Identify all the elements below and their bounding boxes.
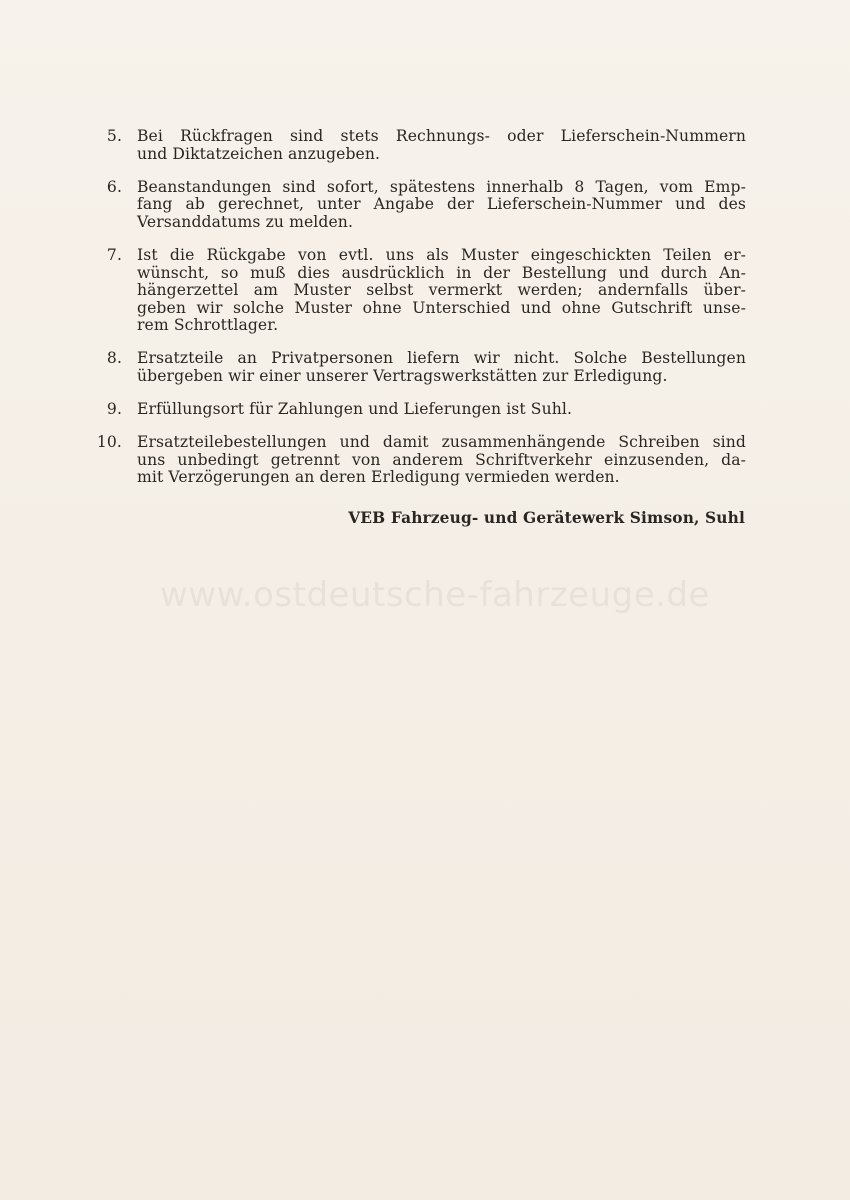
term-10 bbox=[96, 433, 746, 487]
term-text bbox=[137, 179, 746, 232]
term-text bbox=[137, 128, 746, 163]
term-line: geben wir solche Muster ohne Unterschied und ohne Gutschrift unse- bbox=[137, 298, 746, 317]
term-number: 5. bbox=[106, 127, 122, 145]
company-signature: VEB Fahrzeug- und Gerätewerk Simson, Suhl bbox=[348, 509, 745, 527]
term-text bbox=[137, 401, 746, 419]
term-line: übergeben wir einer unserer Vertragswerkstätten zur Erledigung. bbox=[137, 367, 668, 386]
term-line: Beanstandungen sind sofort, spätestens innerhalb 8 Tagen, vom Emp- bbox=[137, 177, 746, 196]
term-text bbox=[137, 247, 746, 335]
term-number: 10. bbox=[96, 433, 122, 452]
term-5 bbox=[100, 128, 746, 163]
term-text bbox=[137, 434, 746, 487]
term-8 bbox=[100, 350, 746, 385]
term-text bbox=[137, 350, 746, 385]
term-line: mit Verzögerungen an deren Erledigung vermieden werden. bbox=[137, 468, 620, 487]
term-6 bbox=[100, 179, 746, 232]
term-line: rem Schrottlager. bbox=[137, 316, 279, 335]
term-number: 8. bbox=[106, 349, 122, 368]
term-line: Bei Rückfragen sind stets Rechnungs- oder Lieferschein-Nummern bbox=[137, 127, 746, 145]
term-line: Ersatzteile an Privatpersonen liefern wir nicht. Solche Bestellungen bbox=[137, 349, 746, 368]
term-number: 7. bbox=[106, 245, 122, 264]
term-line: uns unbedingt getrennt von anderem Schriftverkehr einzusenden, da- bbox=[137, 450, 746, 469]
term-line: Ist die Rückgabe von evtl. uns als Muster eingeschickten Teilen er- bbox=[137, 245, 746, 264]
term-7 bbox=[100, 247, 746, 335]
term-number: 9. bbox=[106, 400, 122, 419]
watermark-url: www.ostdeutsche-fahrzeuge.de bbox=[160, 575, 710, 615]
term-line: Versanddatums zu melden. bbox=[137, 212, 353, 231]
term-9 bbox=[100, 401, 746, 419]
term-line: hängerzettel am Muster selbst vermerkt werden; andernfalls über- bbox=[137, 281, 746, 300]
term-line: Erfüllungsort für Zahlungen und Lieferungen ist Suhl. bbox=[137, 400, 573, 419]
term-line: und Diktatzeichen anzugeben. bbox=[137, 144, 381, 163]
term-line: Ersatzteilebestellungen und damit zusammenhängende Schreiben sind bbox=[137, 433, 746, 452]
term-line: fang ab gerechnet, unter Angabe der Lieferschein-Nummer und des bbox=[137, 195, 746, 214]
terms-list bbox=[96, 127, 746, 503]
term-line: wünscht, so muß dies ausdrücklich in der Bestellung und durch An- bbox=[137, 263, 746, 282]
term-number: 6. bbox=[106, 177, 122, 196]
